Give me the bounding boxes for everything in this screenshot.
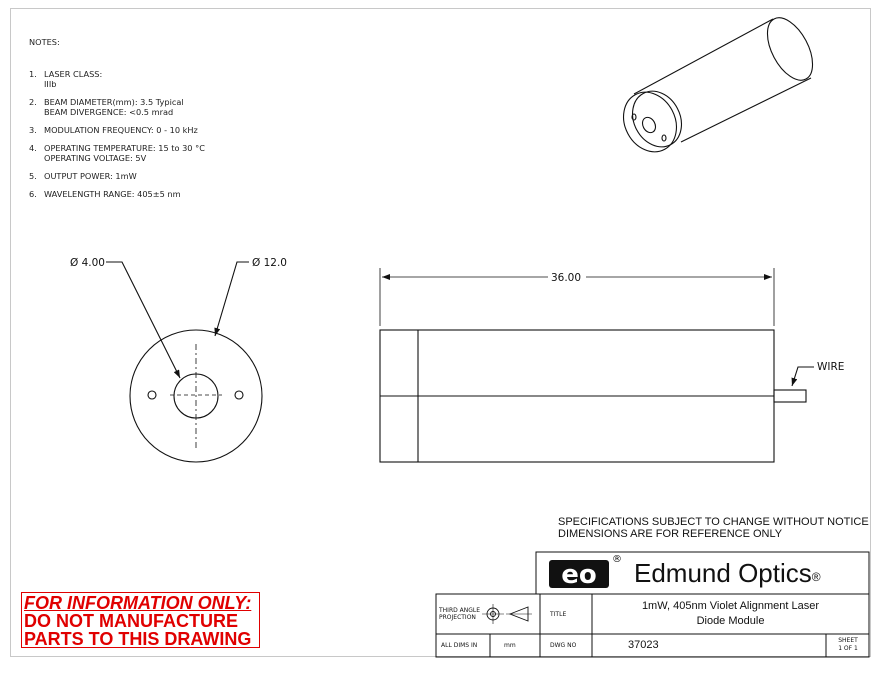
drawing-title-line2: Diode Module — [696, 615, 765, 627]
side-view — [380, 268, 814, 462]
note-number: 5. — [29, 171, 37, 181]
notes-heading: NOTES: — [29, 37, 60, 47]
wire-leader — [792, 367, 814, 386]
outer-diameter-leader — [215, 262, 249, 336]
note-number: 3. — [29, 125, 37, 135]
warning-line3: PARTS TO THIS DRAWING — [24, 629, 252, 649]
iso-top-edge — [634, 19, 773, 94]
eo-logo — [549, 560, 609, 590]
note-number: 4. — [29, 143, 37, 153]
note-text: LASER CLASS: — [44, 69, 103, 79]
dwg-label: DWG NO — [550, 642, 577, 649]
note-number: 2. — [29, 97, 37, 107]
wire-label: WIRE — [817, 361, 845, 373]
warning-box — [21, 592, 260, 648]
note-text: IIIb — [44, 79, 57, 89]
sheet-label: SHEET — [838, 637, 858, 644]
sheet-value: 1 OF 1 — [838, 645, 858, 652]
company-name-text: Edmund Optics — [634, 558, 812, 588]
projection-label — [439, 607, 480, 621]
drawing-title — [592, 599, 869, 629]
note-text: WAVELENGTH RANGE: 405±5 nm — [44, 189, 181, 199]
specs-notice-line1: SPECIFICATIONS SUBJECT TO CHANGE WITHOUT NOTICE — [558, 516, 869, 528]
wire-stub — [774, 390, 806, 402]
projection-label-line1: THIRD ANGLE — [439, 607, 481, 614]
warning-line2: DO NOT MANUFACTURE — [24, 611, 238, 631]
registered-mark: ® — [612, 554, 622, 565]
note-number: 6. — [29, 189, 37, 199]
warning-line1: FOR INFORMATION ONLY: — [24, 593, 252, 613]
drawing-title-line1: 1mW, 405nm Violet Alignment Laser — [641, 600, 820, 612]
end-view-hole-right — [235, 391, 243, 399]
length-label: 36.00 — [550, 272, 582, 284]
note-text: OUTPUT POWER: 1mW — [44, 171, 137, 181]
dims-unit: mm — [504, 642, 516, 649]
note-text: BEAM DIVERGENCE: <0.5 mrad — [44, 107, 174, 117]
end-view — [106, 262, 262, 462]
isometric-view — [613, 11, 821, 162]
specs-notice — [558, 516, 869, 540]
eo-logo-text: eo — [561, 560, 597, 590]
outer-diameter-label: Ø 12.0 — [252, 257, 287, 269]
iso-front-face — [613, 83, 686, 161]
note-number: 1. — [29, 69, 37, 79]
note-text: MODULATION FREQUENCY: 0 - 10 kHz — [44, 125, 198, 135]
dims-label: ALL DIMS IN — [441, 642, 478, 649]
sheet-info — [828, 637, 868, 653]
note-text: OPERATING TEMPERATURE: 15 to 30 °C — [44, 143, 205, 153]
third-angle-projection-symbol — [482, 604, 532, 624]
inner-diameter-leader — [106, 262, 180, 378]
note-text: BEAM DIAMETER(mm): 3.5 Typical — [44, 97, 184, 107]
end-view-hole-left — [148, 391, 156, 399]
iso-bottom-edge — [681, 78, 811, 142]
inner-diameter-label: Ø 4.00 — [70, 257, 105, 269]
note-text: OPERATING VOLTAGE: 5V — [44, 153, 147, 163]
title-label: TITLE — [550, 611, 567, 618]
company-registered-mark: ® — [811, 570, 821, 584]
company-name — [634, 558, 821, 588]
specs-notice-line2: DIMENSIONS ARE FOR REFERENCE ONLY — [558, 528, 783, 540]
projection-label-line2: PROJECTION — [439, 614, 476, 621]
drawing-number: 37023 — [628, 639, 659, 651]
